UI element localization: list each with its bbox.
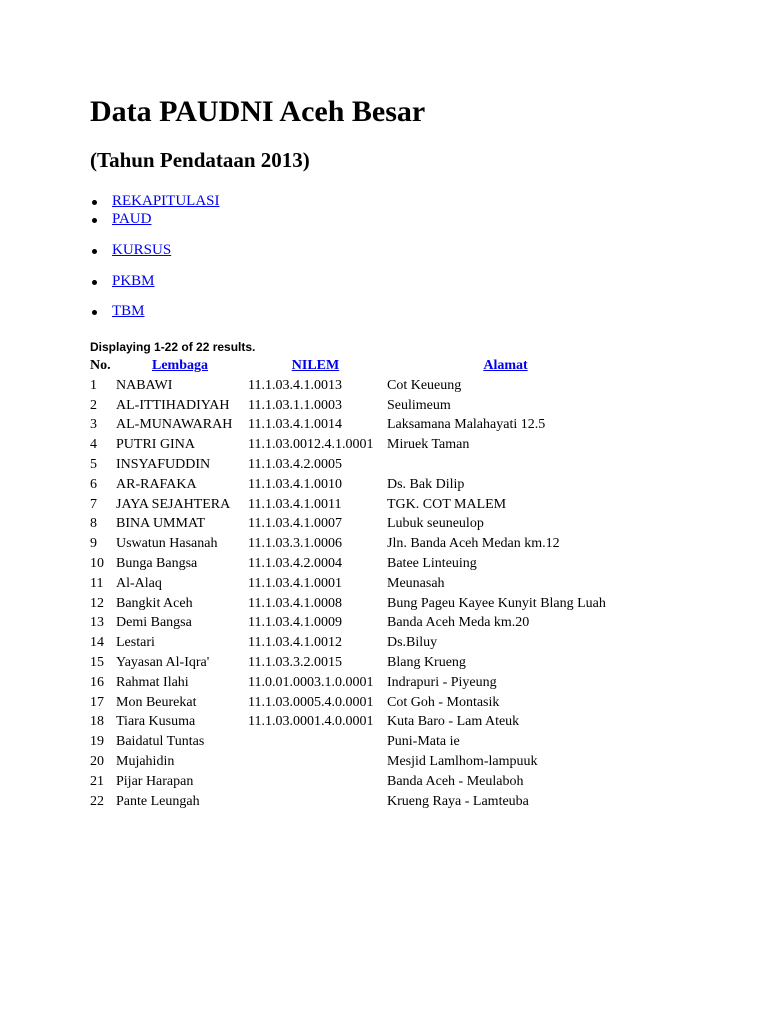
nav-link-kursus[interactable]: KURSUS xyxy=(112,242,172,258)
cell-nilem: 11.1.03.3.2.0015 xyxy=(248,654,342,670)
cell-no: 1 xyxy=(90,377,97,393)
cell-alamat: Cot Keueung xyxy=(387,377,462,393)
cell-alamat xyxy=(385,455,626,475)
cell-lembaga: AL-ITTIHADIYAH xyxy=(116,397,230,413)
cell-lembaga: Al-Alaq xyxy=(116,575,162,591)
cell-no: 7 xyxy=(90,496,97,512)
cell-lembaga: Pijar Harapan xyxy=(116,773,194,789)
cell-nilem: 11.1.03.4.1.0012 xyxy=(248,635,342,651)
cell-no: 3 xyxy=(90,417,97,433)
cell-no: 5 xyxy=(90,456,97,472)
cell-nilem xyxy=(246,772,385,792)
cell-no: 17 xyxy=(90,694,104,710)
cell-alamat: Puni-Mata ie xyxy=(387,734,460,750)
table-row xyxy=(88,673,626,693)
table-row xyxy=(88,613,626,633)
cell-lembaga: Demi Bangsa xyxy=(116,615,192,631)
cell-alamat: Bung Pageu Kayee Kunyit Blang Luah xyxy=(387,595,606,611)
cell-alamat: Batee Linteuing xyxy=(387,555,477,571)
cell-lembaga: Lestari xyxy=(116,635,155,651)
cell-alamat: TGK. COT MALEM xyxy=(387,496,507,512)
cell-alamat: Jln. Banda Aceh Medan km.12 xyxy=(387,536,560,552)
cell-lembaga: INSYAFUDDIN xyxy=(116,456,211,472)
table-row xyxy=(88,574,626,594)
table-row xyxy=(88,415,626,435)
table-row xyxy=(88,475,626,495)
table-row xyxy=(88,633,626,653)
cell-lembaga: AL-MUNAWARAH xyxy=(116,417,233,433)
table-row xyxy=(88,792,626,812)
cell-alamat: Seulimeum xyxy=(387,397,451,413)
cell-nilem: 11.1.03.4.1.0007 xyxy=(248,516,342,532)
cell-no: 21 xyxy=(90,773,104,789)
table-row xyxy=(88,514,626,534)
cell-no: 8 xyxy=(90,516,97,532)
cell-nilem xyxy=(246,792,385,812)
cell-alamat: Mesjid Lamlhom-lampuuk xyxy=(387,753,538,769)
cell-lembaga: NABAWI xyxy=(116,377,173,393)
cell-alamat: Kuta Baro - Lam Ateuk xyxy=(387,714,520,730)
cell-alamat: Lubuk seuneulop xyxy=(387,516,484,532)
cell-lembaga: BINA UMMAT xyxy=(116,516,206,532)
cell-nilem: 11.1.03.1.1.0003 xyxy=(248,397,342,413)
nav-item-rekapitulasi xyxy=(112,192,220,210)
cell-nilem: 11.1.03.3.1.0006 xyxy=(248,536,342,552)
cell-nilem xyxy=(246,732,385,752)
cell-no: 22 xyxy=(90,793,104,809)
cell-nilem: 11.1.03.4.1.0008 xyxy=(248,595,342,611)
cell-nilem: 11.1.03.4.1.0011 xyxy=(248,496,342,512)
cell-alamat: Cot Goh - Montasik xyxy=(387,694,500,710)
cell-lembaga: Bunga Bangsa xyxy=(116,555,198,571)
cell-lembaga: Uswatun Hasanah xyxy=(116,536,218,552)
cell-no: 4 xyxy=(90,437,97,453)
cell-lembaga: Yayasan Al-Iqra' xyxy=(116,654,210,670)
table-row xyxy=(88,772,626,792)
cell-alamat: Blang Krueng xyxy=(387,654,466,670)
cell-alamat: Ds.Biluy xyxy=(387,635,438,651)
paudni-data-table xyxy=(88,356,626,811)
table-row xyxy=(88,693,626,713)
table-row xyxy=(88,752,626,772)
cell-alamat: Ds. Bak Dilip xyxy=(387,476,465,492)
cell-no: 15 xyxy=(90,654,104,670)
sort-link-nilem[interactable]: NILEM xyxy=(291,358,340,373)
cell-alamat: Meunasah xyxy=(387,575,445,591)
column-header-nilem xyxy=(246,356,385,376)
cell-no: 2 xyxy=(90,397,97,413)
results-summary: Displaying 1-22 of 22 results. xyxy=(90,340,256,354)
cell-nilem: 11.1.03.4.1.0013 xyxy=(248,377,342,393)
cell-lembaga: Mujahidin xyxy=(116,753,175,769)
table-row xyxy=(88,712,626,732)
cell-no: 20 xyxy=(90,753,104,769)
column-header-lembaga xyxy=(114,356,246,376)
cell-nilem: 11.1.03.4.1.0001 xyxy=(248,575,342,591)
cell-nilem: 11.1.03.0001.4.0.0001 xyxy=(248,714,374,730)
cell-lembaga: Baidatul Tuntas xyxy=(116,734,205,750)
column-header-alamat xyxy=(385,356,626,376)
cell-nilem: 11.1.03.0005.4.0.0001 xyxy=(248,694,374,710)
nav-item-kursus xyxy=(112,241,171,259)
nav-link-paud[interactable]: PAUD xyxy=(112,211,152,227)
cell-no: 18 xyxy=(90,714,104,730)
cell-nilem: 11.1.03.4.2.0005 xyxy=(248,456,342,472)
cell-lembaga: AR-RAFAKA xyxy=(116,476,197,492)
nav-item-paud xyxy=(112,210,151,228)
cell-lembaga: JAYA SEJAHTERA xyxy=(116,496,231,512)
cell-no: 14 xyxy=(90,635,104,651)
cell-lembaga: Pante Leungah xyxy=(116,793,200,809)
nav-item-tbm xyxy=(112,302,145,320)
cell-alamat: Indrapuri - Piyeung xyxy=(387,674,497,690)
table-header-row xyxy=(88,356,626,376)
cell-nilem: 11.1.03.0012.4.1.0001 xyxy=(248,437,374,453)
table-body xyxy=(88,376,626,812)
table-row xyxy=(88,376,626,396)
cell-no: 9 xyxy=(90,536,97,552)
column-header-no: No. xyxy=(90,358,111,373)
cell-no: 16 xyxy=(90,674,104,690)
cell-lembaga: Rahmat Ilahi xyxy=(116,674,189,690)
table-row xyxy=(88,396,626,416)
cell-nilem: 11.1.03.4.1.0014 xyxy=(248,417,342,433)
cell-nilem: 11.1.03.4.1.0009 xyxy=(248,615,342,631)
sort-link-lembaga[interactable]: Lembaga xyxy=(152,358,208,373)
table-row xyxy=(88,554,626,574)
nav-link-tbm[interactable]: TBM xyxy=(112,303,145,319)
cell-no: 19 xyxy=(90,734,104,750)
sort-link-alamat[interactable]: Alamat xyxy=(483,358,528,373)
nav-link-rekapitulasi[interactable]: REKAPITULASI xyxy=(112,193,220,209)
cell-alamat: Banda Aceh Meda km.20 xyxy=(387,615,530,631)
cell-alamat: Miruek Taman xyxy=(387,437,470,453)
table-row xyxy=(88,435,626,455)
cell-nilem xyxy=(246,752,385,772)
cell-no: 12 xyxy=(90,595,104,611)
nav-link-pkbm[interactable]: PKBM xyxy=(112,273,155,289)
cell-no: 10 xyxy=(90,555,104,571)
page-subtitle: (Tahun Pendataan 2013) xyxy=(90,148,310,172)
cell-nilem: 11.0.01.0003.1.0.0001 xyxy=(248,674,374,690)
nav-item-pkbm xyxy=(112,272,155,290)
page-title: Data PAUDNI Aceh Besar xyxy=(90,95,426,128)
cell-nilem: 11.1.03.4.2.0004 xyxy=(248,555,342,571)
cell-alamat: Banda Aceh - Meulaboh xyxy=(387,773,524,789)
cell-lembaga: Bangkit Aceh xyxy=(116,595,193,611)
table-row xyxy=(88,455,626,475)
table-row xyxy=(88,534,626,554)
cell-no: 11 xyxy=(90,575,104,591)
table-row xyxy=(88,653,626,673)
table-row xyxy=(88,732,626,752)
cell-alamat: Laksamana Malahayati 12.5 xyxy=(387,417,546,433)
cell-nilem: 11.1.03.4.1.0010 xyxy=(248,476,342,492)
table-row xyxy=(88,594,626,614)
cell-alamat: Krueng Raya - Lamteuba xyxy=(387,793,529,809)
table-row xyxy=(88,495,626,515)
cell-no: 6 xyxy=(90,476,97,492)
cell-lembaga: Tiara Kusuma xyxy=(116,714,196,730)
cell-lembaga: Mon Beurekat xyxy=(116,694,197,710)
cell-lembaga: PUTRI GINA xyxy=(116,437,195,453)
cell-no: 13 xyxy=(90,615,104,631)
